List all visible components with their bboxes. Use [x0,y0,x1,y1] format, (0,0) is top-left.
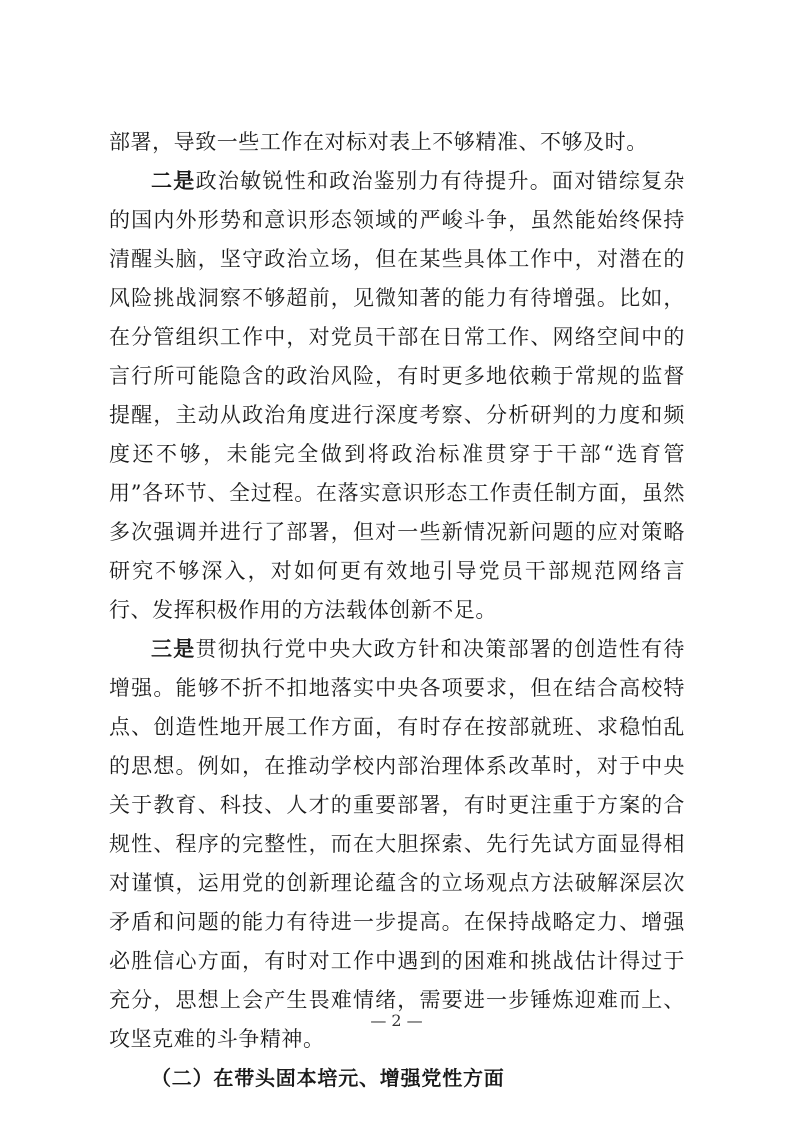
point-two-paragraph [109,162,685,630]
point-three-paragraph [109,630,685,1059]
point-two-text: 政治敏锐性和政治鉴别力有待提升。面对错综复杂的国内外形势和意识形态领域的严峻斗争，虽然能始终保持清醒头脑，坚守政治立场，但在某些具体工作中，对潜在的风险挑战洞察不够超前，见微知著的能力有待增强。比如，在分管组织工作中，对党员干部在日常工作、网络空间中的言行所可能隐含的政治风险，有时更多地依赖于常规的监督提醒，主动从政治角度进行深度考察、分析研判的力度和频度还不够，未能完全做到将政治标准贯穿于干部“选育管用”各环节、全过程。在落实意识形态工作责任制方面，虽然多次强调并进行了部署，但对一些新情况新问题的应对策略研究不够深入，对如何更有效地引导党员干部规范网络言行、发挥积极作用的方法载体创新不足。 [109,169,685,622]
point-three-lead: 三是 [151,637,196,661]
point-two-lead: 二是 [151,169,196,193]
point-three-text: 贯彻执行党中央大政方针和决策部署的创造性有待增强。能够不折不扣地落实中央各项要求，但在结合高校特点、创造性地开展工作方面，有时存在按部就班、求稳怕乱的思想。例如，在推动学校内部治理体系改革时，对于中央关于教育、科技、人才的重要部署，有时更注重于方案的合规性、程序的完整性，而在大胆探索、先行先试方面显得相对谨慎，运用党的创新理论蕴含的立场观点方法破解深层次矛盾和问题的能力有待进一步提高。在保持战略定力、增强必胜信心方面，有时对工作中遇到的困难和挑战估计得过于充分，思想上会产生畏难情绪，需要进一步锤炼迎难而上、攻坚克难的斗争精神。 [109,637,685,1051]
page-number: — 2 — [370,1011,423,1030]
body-text [109,123,685,1098]
section-heading: （二）在带头固本培元、增强党性方面 [151,1066,505,1090]
continuation-paragraph: 部署，导致一些工作在对标对表上不够精准、不够及时。 [109,130,648,154]
